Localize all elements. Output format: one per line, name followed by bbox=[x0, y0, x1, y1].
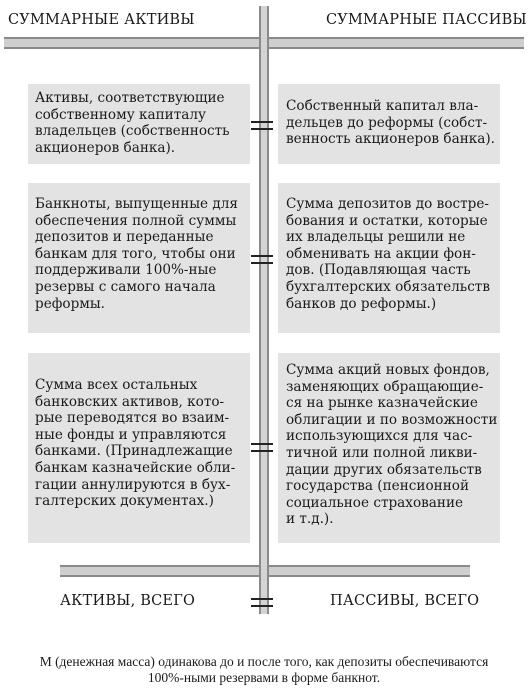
assets-header: СУММАРНЫЕ АКТИВЫ bbox=[8, 12, 195, 28]
liabilities-box-line: Сумма акций новых фондов, bbox=[286, 362, 490, 378]
liabilities-box-line: венность акционеров банка). bbox=[286, 131, 495, 148]
equals-sign bbox=[251, 255, 273, 264]
assets-box-line: владельцев (собственность bbox=[35, 123, 230, 140]
total-assets-label: АКТИВЫ, ВСЕГО bbox=[60, 593, 196, 609]
liabilities-box-line: дельцев до реформы (собст- bbox=[286, 114, 488, 131]
liabilities-box-line: дации других обязательств bbox=[286, 461, 482, 478]
liabilities-box-line: облигации и по возможности bbox=[286, 411, 498, 428]
liabilities-box-line: банков до реформы.) bbox=[286, 295, 437, 312]
assets-box-line: банкам для того, чтобы они bbox=[35, 245, 236, 262]
assets-box-line: резервы с самого начала bbox=[35, 278, 216, 295]
liabilities-box-deposits bbox=[278, 183, 500, 333]
assets-box-line: Банкноты, выпущенные для bbox=[35, 196, 238, 212]
liabilities-box-line: обменивать на акции фон- bbox=[286, 245, 476, 262]
liabilities-box-equity bbox=[278, 84, 500, 164]
assets-box-line: рые переводятся во взаим- bbox=[35, 410, 230, 427]
equals-sign bbox=[251, 121, 273, 130]
liabilities-box-line: государства (пенсионной bbox=[286, 478, 469, 495]
central-divider-bar bbox=[259, 6, 269, 614]
equals-sign bbox=[251, 598, 273, 607]
liabilities-box-line: ся на рынке казначейские bbox=[286, 395, 478, 412]
assets-box-line: банками. (Принадлежащие bbox=[35, 443, 233, 460]
liabilities-box-line: бования и остатки, которые bbox=[286, 212, 488, 229]
liabilities-box-line: тичной или полной ликви- bbox=[286, 444, 478, 461]
assets-box-line: реформы. bbox=[35, 295, 105, 312]
total-liabilities-label: ПАССИВЫ, ВСЕГО bbox=[330, 593, 480, 609]
assets-box-line: банковских активов, кото- bbox=[35, 393, 225, 410]
liabilities-header: СУММАРНЫЕ ПАССИВЫ bbox=[326, 12, 527, 28]
assets-box-banknotes bbox=[28, 183, 250, 333]
assets-box-other bbox=[28, 353, 250, 543]
assets-box-line: гации аннулируются в бух- bbox=[35, 476, 231, 493]
liabilities-box-line: Собственный капитал вла- bbox=[286, 98, 479, 114]
assets-box-line: ные фонды и управляются bbox=[35, 426, 227, 443]
assets-box-line: обеспечения полной суммы bbox=[35, 212, 237, 229]
caption-line: М (денежная масса) одинакова до и после того, как депозиты обеспечиваются bbox=[39, 654, 489, 669]
assets-box-equity bbox=[28, 84, 250, 164]
figure-caption bbox=[4, 654, 524, 686]
equals-sign bbox=[251, 443, 273, 452]
assets-box-line: собственному капиталу bbox=[35, 106, 206, 123]
liabilities-box-line: и т.д.). bbox=[286, 511, 334, 528]
assets-box-line: депозитов и переданные bbox=[35, 229, 214, 246]
liabilities-box-line: Сумма депозитов до востре- bbox=[286, 196, 489, 212]
liabilities-box-line: использующихся для час- bbox=[286, 428, 473, 445]
assets-box-line: галтерских документах.) bbox=[35, 493, 214, 510]
assets-box-line: банкам казначейские обли- bbox=[35, 459, 236, 476]
assets-box-line: Активы, соответствующие bbox=[35, 90, 225, 106]
liabilities-box-line: заменяющих обращающие- bbox=[286, 378, 484, 395]
caption-line: 100%-ными резервами в форме банкнот. bbox=[147, 670, 381, 685]
liabilities-box-fund-shares bbox=[278, 353, 500, 543]
assets-box-line: Сумма всех остальных bbox=[35, 377, 198, 393]
liabilities-box-line: их владельцы решили не bbox=[286, 229, 466, 246]
liabilities-box-line: бухгалтерских обязательств bbox=[286, 278, 490, 295]
assets-box-line: поддерживали 100%-ные bbox=[35, 262, 217, 279]
assets-box-line: акционеров банка). bbox=[35, 139, 176, 156]
liabilities-box-line: социальное страхование bbox=[286, 494, 464, 511]
liabilities-box-line: дов. (Подавляющая часть bbox=[286, 262, 471, 279]
